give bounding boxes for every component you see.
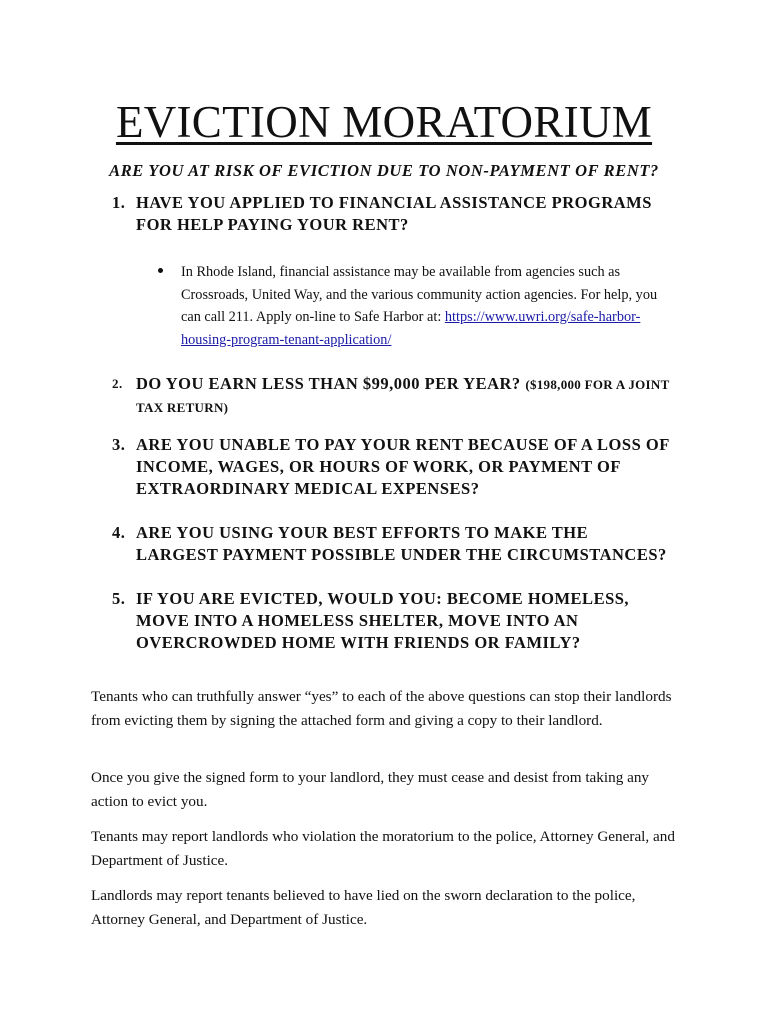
question-2 [112,373,672,419]
paragraph-3: Tenants may report landlords who violation the moratorium to the police, Attorney General, and Department of Justice. [91,828,675,869]
paragraph-2: Once you give the signed form to your landlord, they must cease and desist from taking any action to evict you. [91,769,650,810]
question-2-note: ($198,000 FOR A JOINT TAX RETURN) [136,377,670,415]
paragraph-4: Landlords may report tenants believed to have lied on the sworn declaration to the police, Attorney General, and Department of Justice. [91,887,636,928]
question-4 [112,522,672,566]
assistance-bullet-text: In Rhode Island, financial assistance may be available from agencies such as Crossroads, United Way, and the various community action agencies. For help, you can call 211. Apply on-line to Safe Harbor at: [181,264,658,325]
safe-harbor-link[interactable]: https://www.uwri.org/safe-harbor-housing-program-tenant-application/ [181,309,641,348]
question-1 [112,192,672,236]
question-2-number: 2. [112,376,123,391]
question-3-number: 3. [112,435,126,454]
question-5-text: IF YOU ARE EVICTED, WOULD YOU: BECOME HOMELESS, MOVE INTO A HOMELESS SHELTER, MOVE INTO AN OVERCROWDED HOME WITH FRIENDS OR FAMILY? [136,589,630,652]
question-3 [112,434,672,500]
question-3-text: ARE YOU UNABLE TO PAY YOUR RENT BECAUSE OF A LOSS OF INCOME, WAGES, OR HOURS OF WORK, OR PAYMENT OF EXTRAORDINARY MEDICAL EXPENSES? [136,435,670,498]
page-title: EVICTION MORATORIUM [115,97,653,147]
question-1-text: HAVE YOU APPLIED TO FINANCIAL ASSISTANCE PROGRAMS FOR HELP PAYING YOUR RENT? [136,193,652,234]
assistance-bullet [158,261,668,351]
bullet-dot-icon [158,268,163,273]
question-2-text: DO YOU EARN LESS THAN $99,000 PER YEAR? [136,374,521,393]
page-subtitle: ARE YOU AT RISK OF EVICTION DUE TO NON-PAYMENT OF RENT? [109,161,659,180]
paragraph-1: Tenants who can truthfully answer “yes” to each of the above questions can stop their landlords from evicting them by signing the attached form and giving a copy to their landlord. [91,688,672,729]
question-4-number: 4. [112,523,126,542]
question-5 [112,588,672,654]
question-1-number: 1. [112,193,126,212]
question-4-text: ARE YOU USING YOUR BEST EFFORTS TO MAKE THE LARGEST PAYMENT POSSIBLE UNDER THE CIRCUMSTANCES? [136,523,667,564]
question-5-number: 5. [112,589,126,608]
